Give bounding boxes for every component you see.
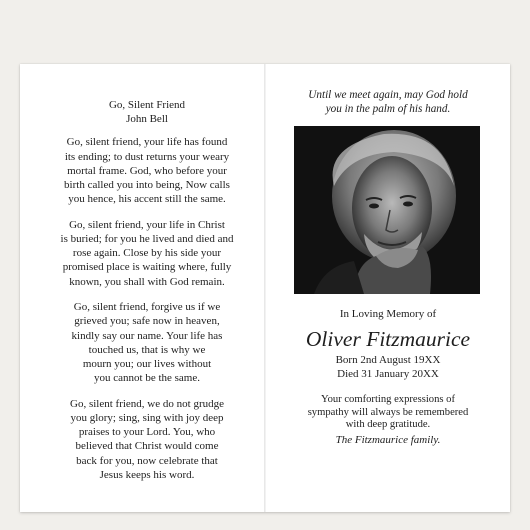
poem-author: John Bell xyxy=(126,113,168,126)
poem-title: Go, Silent Friend xyxy=(108,99,186,111)
poem-stanza-4: Go, silent friend, we do not grudge you glory; sing, sing with joy deep praises to your Lord. You, who believed that Christ would come back for you, now celebrate that Jesus keeps his word. xyxy=(70,397,224,481)
poem-stanza-1: Go, silent friend, your life has found its ending; to dust returns your weary mortal frame. God, who before your birth called you into being, Now calls you hence, his accent still the same. xyxy=(64,136,230,206)
poem-stanza-3: Go, silent friend, forgive us if we grieved you; safe now in heaven, kindly say our name. Your life has touched us, that is why we mourn you; our lives without you cannot be the same. xyxy=(71,301,223,385)
memorial-card xyxy=(20,64,510,512)
portrait-photo xyxy=(294,126,480,294)
sympathy-message: Your comforting expressions of sympathy will always be remembered with deep gratitude. xyxy=(307,394,469,430)
poem-stanza-2: Go, silent friend, your life in Christ is buried; for you he lived and died and rose again. Close by his side your promised place is waiting where, fully known, you shall with God remain. xyxy=(60,218,234,288)
family-signature: The Fitzmaurice family. xyxy=(335,434,441,446)
died-date: Died 31 January 20XX xyxy=(337,367,439,380)
life-dates xyxy=(266,354,510,381)
born-date: Born 2nd August 19XX xyxy=(335,354,441,366)
in-loving-memory: In Loving Memory of xyxy=(339,308,437,320)
deceased-name: Oliver Fitzmaurice xyxy=(305,327,471,351)
portrait-illustration xyxy=(294,126,480,294)
memorial-quote: Until we meet again, may God hold you in the palm of his hand. xyxy=(308,89,468,116)
left-panel xyxy=(30,98,264,493)
